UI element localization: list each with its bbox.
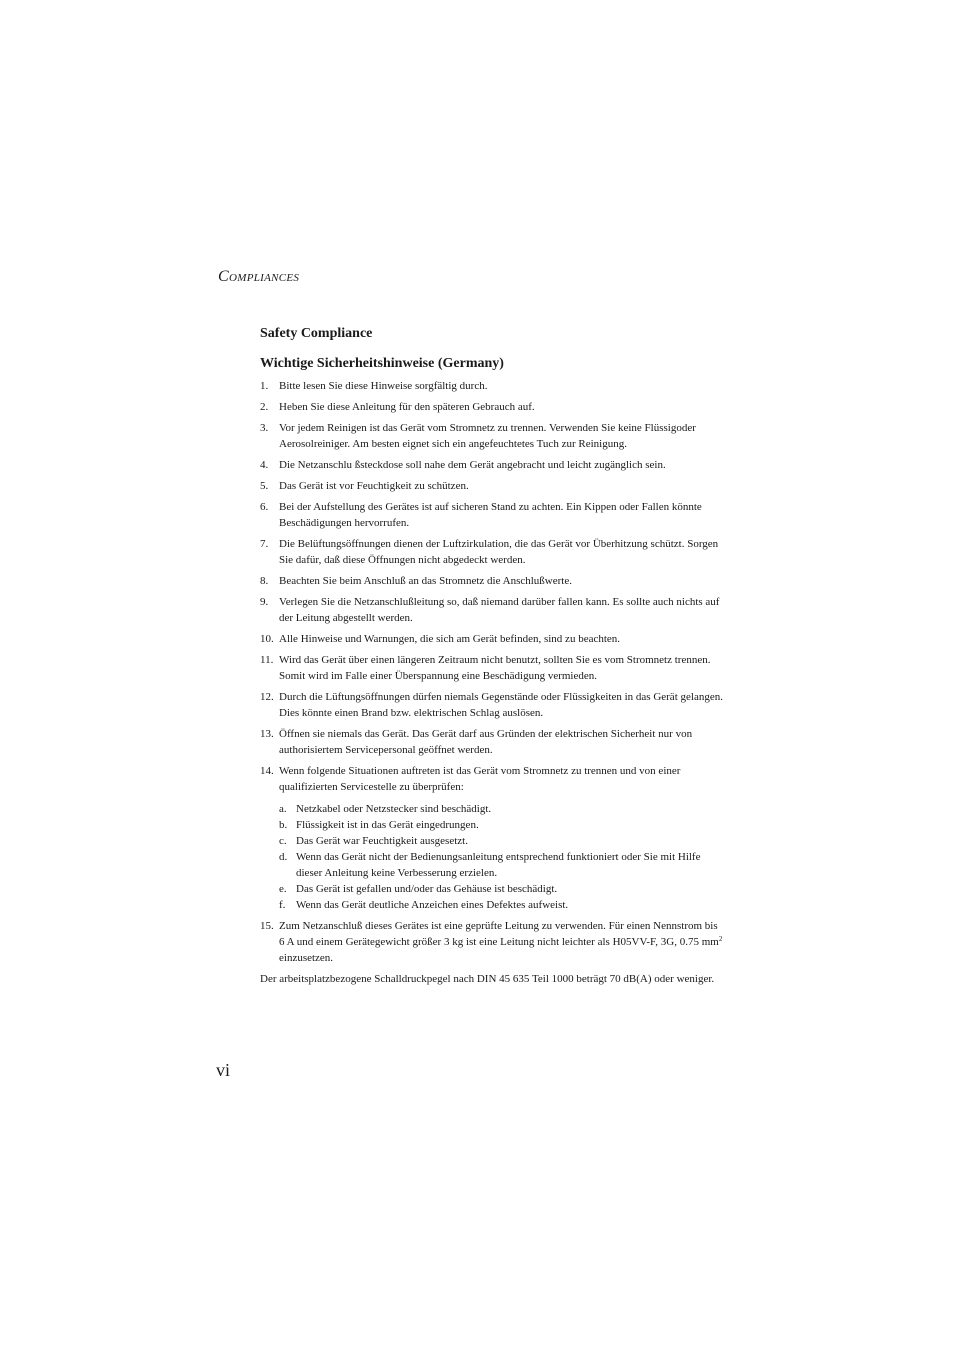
list-item-number: 15. (260, 920, 274, 932)
list-item-text: Bitte lesen Sie diese Hinweise sorgfältig durch. (279, 380, 488, 392)
sub-list-item (279, 833, 725, 849)
sub-list-letter: f. (279, 899, 286, 911)
list-item-number: 1. (260, 380, 269, 392)
list-item (260, 457, 725, 473)
sub-list-letter: a. (279, 803, 287, 815)
list-item-number: 6. (260, 501, 269, 513)
list-item-text: Durch die Lüftungsöffnungen dürfen niemals Gegenstände oder Flüssigkeiten in das Gerät gelangen. Dies könnte einen Brand bzw. elektrischen Schlag auslösen. (279, 691, 723, 719)
list-item-number: 4. (260, 459, 269, 471)
list-item (260, 536, 725, 568)
list-item-text: Die Belüftungsöffnungen dienen der Luftzirkulation, die das Gerät vor Überhitzung schützt. Sorgen Sie dafür, daß diese Öffnungen nicht abgedeckt werden. (279, 538, 719, 566)
list-item (260, 499, 725, 531)
running-head-rest: OMPLIANCES (228, 272, 300, 284)
list-item (260, 918, 725, 966)
list-item-number: 7. (260, 538, 269, 550)
list-item-number: 14. (260, 765, 274, 777)
list-item (260, 573, 725, 589)
sub-list-item (279, 881, 725, 897)
list-item-text: Alle Hinweise und Warnungen, die sich am Gerät befinden, sind zu beachten. (279, 633, 621, 645)
list-item-number: 11. (260, 654, 274, 666)
list-item-text: Verlegen Sie die Netzanschlußleitung so, daß niemand darüber fallen kann. Es sollte auch nichts auf der Leitung abgestellt werden. (279, 596, 720, 624)
list-item-number: 9. (260, 596, 269, 608)
sub-list-item (279, 801, 725, 817)
list-item-text-end: einzusetzen. (279, 952, 334, 964)
sub-list-text: Wenn das Gerät nicht der Bedienungsanleitung entsprechend funktioniert oder Sie mit Hilfe dieser Anleitung keine Verbesserung erzielen. (296, 851, 701, 879)
safety-list (260, 378, 725, 966)
page-number: vi (216, 1060, 231, 1080)
sub-list-letter: b. (279, 819, 288, 831)
list-item-text: Heben Sie diese Anleitung für den späteren Gebrauch auf. (279, 401, 535, 413)
running-head-initial: C (218, 268, 229, 285)
list-item-number: 13. (260, 728, 274, 740)
sub-list-item (279, 897, 725, 913)
list-item-number: 3. (260, 422, 269, 434)
sub-list-text: Wenn das Gerät deutliche Anzeichen eines Defektes aufweist. (296, 899, 569, 911)
sub-list (279, 801, 725, 913)
list-item (260, 478, 725, 494)
sub-list-item (279, 849, 725, 881)
list-item-text: Das Gerät ist vor Feuchtigkeit zu schützen. (279, 480, 469, 492)
sub-list-text: Flüssigkeit ist in das Gerät eingedrungen. (296, 819, 479, 831)
list-item (260, 689, 725, 721)
list-item (260, 652, 725, 684)
superscript: 2 (718, 935, 723, 943)
list-item (260, 726, 725, 758)
list-item-number: 10. (260, 633, 274, 645)
list-item-number: 8. (260, 575, 269, 587)
list-item-number: 12. (260, 691, 274, 703)
list-item-text: Öffnen sie niemals das Gerät. Das Gerät darf aus Gründen der elektrischen Sicherheit nur von authorisiertem Servicepersonal geöffnet werden. (279, 728, 693, 756)
list-item (260, 594, 725, 626)
main-content (260, 324, 725, 987)
sub-list-text: Das Gerät ist gefallen und/oder das Gehäuse ist beschädigt. (296, 883, 558, 895)
list-item-number: 2. (260, 401, 269, 413)
list-item (260, 420, 725, 452)
list-item-text: Wird das Gerät über einen längeren Zeitraum nicht benutzt, sollten Sie es vom Stromnetz trennen. Somit wird im Falle einer Überspannung eine Beschädigung vermieden. (279, 654, 711, 682)
sub-list-text: Netzkabel oder Netzstecker sind beschädigt. (296, 803, 492, 815)
list-item-text: Beachten Sie beim Anschluß an das Stromnetz die Anschlußwerte. (279, 575, 572, 587)
list-item-text: Wenn folgende Situationen auftreten ist das Gerät vom Stromnetz zu trennen und von einer qualifizierten Servicestelle zu überprüfen: (279, 765, 681, 793)
list-item (260, 378, 725, 394)
list-item (260, 631, 725, 647)
sub-list-letter: d. (279, 851, 288, 863)
list-item-text: Bei der Aufstellung des Gerätes ist auf sicheren Stand zu achten. Ein Kippen oder Fallen könnte Beschädigungen hervorrufen. (279, 501, 702, 529)
sub-list-text: Das Gerät war Feuchtigkeit ausgesetzt. (296, 835, 468, 847)
list-item-text: Die Netzanschlu ßsteckdose soll nahe dem Gerät angebracht und leicht zugänglich sein. (279, 459, 666, 471)
list-item-number: 5. (260, 480, 269, 492)
closing-paragraph: Der arbeitsplatzbezogene Schalldruckpegel nach DIN 45 635 Teil 1000 beträgt 70 dB(A) oder weniger. (260, 973, 715, 985)
sub-list-letter: e. (279, 883, 287, 895)
list-item (260, 399, 725, 415)
sub-list-item (279, 817, 725, 833)
running-head (218, 268, 299, 286)
list-item-text: Vor jedem Reinigen ist das Gerät vom Stromnetz zu trennen. Verwenden Sie keine Flüssigoder Aerosolreiniger. Am besten eignet sich ein angefeuchtetes Tuch zur Reinigung. (279, 422, 696, 450)
list-item (260, 763, 725, 913)
sub-list-letter: c. (279, 835, 287, 847)
subsection-title: Wichtige Sicherheitshinweise (Germany) (260, 356, 504, 371)
list-item-text: Zum Netzanschluß dieses Gerätes ist eine geprüfte Leitung zu verwenden. Für einen Nennstrom bis 6 A und einem Gerätegewicht größer 3 kg ist eine Leitung nicht leichter als H05VV-F, 3G, 0.75 mm (279, 920, 719, 948)
section-title: Safety Compliance (260, 326, 373, 341)
